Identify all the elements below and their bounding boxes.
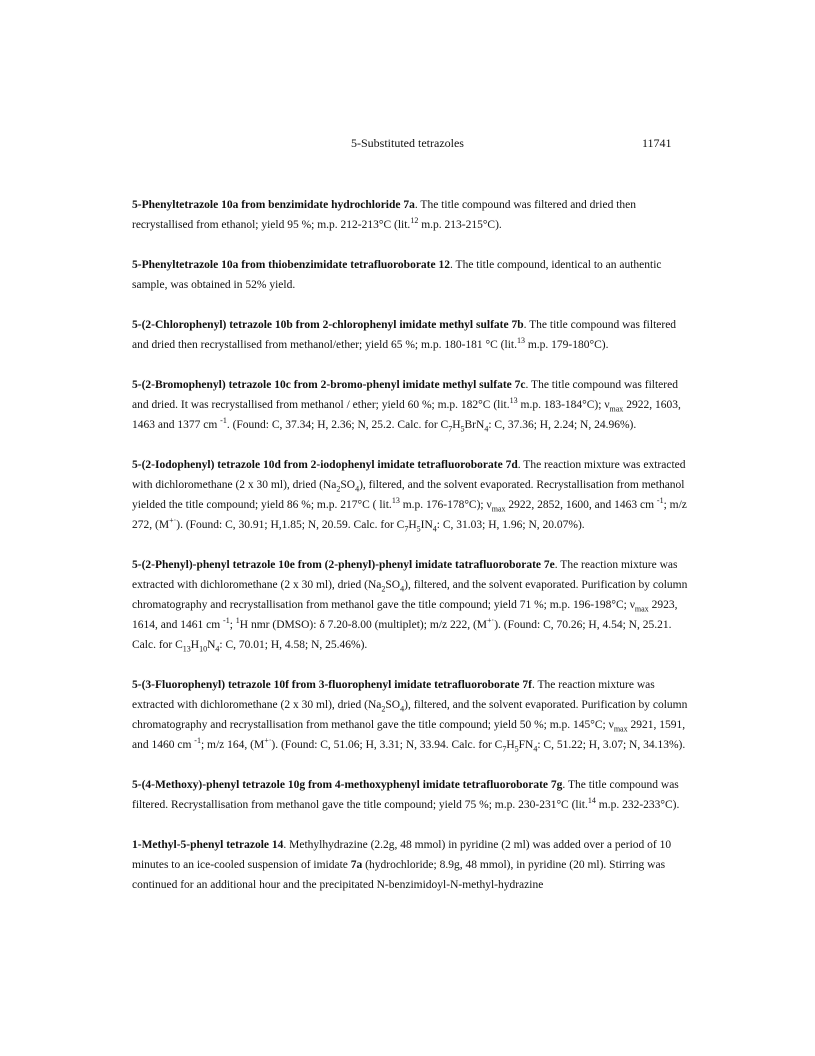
document-body (132, 183, 692, 915)
entry-heading: 5-Phenyltetrazole 10a from benzimidate hydrochloride 7a (132, 198, 415, 211)
procedure-entry-14: 1-Methyl-5-phenyl tetrazole 14. Methylhydrazine (2.2g, 48 mmol) in pyridine (2 ml) was added over a period of 10 minutes to an ice-cooled suspension of imidate 7a (hydrochloride; 8.9g, 48 mmol), in pyridine (20 ml). Stirring was continued for an additional hour and the precipitated N-benzimidoyl-N-methyl-hydrazine (132, 838, 672, 891)
entry-heading: 5-Phenyltetrazole 10a from thiobenzimidate tetrafluoroborate 12 (132, 258, 450, 271)
procedure-entry-10a-benzimidate: 5-Phenyltetrazole 10a from benzimidate hydrochloride 7a. The title compound was filtered and dried then recrystallised from ethanol; yield 95 %; m.p. 212-213°C (lit.$^{12}$ m.p. 213-215°C). (132, 198, 636, 231)
entry-heading: 5-(2-Iodophenyl) tetrazole 10d from 2-iodophenyl imidate tetrafluoroborate 7d (132, 458, 518, 471)
procedure-entry-10f: 5-(3-Fluorophenyl) tetrazole 10f from 3-fluorophenyl imidate tetrafluoroborate 7f. The reaction mixture was extracted with dichloromethane (2 x 30 ml), dried $(Na_2SO_4)$, filtered, and the solvent evaporated. Purification by column chromatography and recrystallisation from methanol gave the title compound; yield 50 %; m.p. 145°C; $\nu_{max}$ 2921, 1591, and 1460 cm $^{-1}$; m/z 164, (M+·). (Found: C, 51.06; H, 3.31; N, 33.94. Calc. for $C_7H_5FN_4$: C, 51.22; H, 3.07; N, 34.13%). (132, 678, 688, 753)
procedure-entry-10b: 5-(2-Chlorophenyl) tetrazole 10b from 2-chlorophenyl imidate methyl sulfate 7b. The title compound was filtered and dried then recrystallised from methanol/ether; yield 65 %; m.p. 180-181 °C (lit.$^{13}$ m.p. 179-180°C). (132, 318, 677, 351)
entry-heading: 5-(2-Bromophenyl) tetrazole 10c from 2-bromo-phenyl imidate methyl sulfate 7c (132, 378, 526, 391)
entry-heading: 5-(2-Chlorophenyl) tetrazole 10b from 2-chlorophenyl imidate methyl sulfate 7b (132, 318, 524, 331)
procedure-entry-10c: 5-(2-Bromophenyl) tetrazole 10c from 2-bromo-phenyl imidate methyl sulfate 7c. The title compound was filtered and dried. It was recrystallised from methanol / ether; yield 60 %; m.p. 182°C (lit.$^{13}$ m.p. 183-184°C); $\nu_{max}$ 2922, 1603, 1463 and 1377 cm $^{-1}$. (Found: C, 37.34; H, 2.36; N, 25.2. Calc. for $C_7H_5BrN_4$: C, 37.36; H, 2.24; N, 24.96%). (132, 378, 681, 433)
procedure-entry-10g: 5-(4-Methoxy)-phenyl tetrazole 10g from 4-methoxyphenyl imidate tetrafluoroborate 7g. The title compound was filtered. Recrystallisation from methanol gave the title compound; yield 75 %; m.p. 230-231°C (lit.$^{14}$ m.p. 232-233°C). (132, 778, 680, 811)
running-header-title: 5-Substituted tetrazoles (351, 136, 464, 150)
entry-heading: 5-(3-Fluorophenyl) tetrazole 10f from 3-fluorophenyl imidate tetrafluoroborate 7f (132, 678, 532, 691)
page-number: 11741 (642, 136, 672, 150)
entry-heading: 5-(2-Phenyl)-phenyl tetrazole 10e from (2-phenyl)-phenyl imidate tatrafluoroborate 7e (132, 558, 555, 571)
entry-heading: 5-(4-Methoxy)-phenyl tetrazole 10g from 4-methoxyphenyl imidate tetrafluoroborate 7g (132, 778, 563, 791)
procedure-entry-10a-thiobenzimidate: 5-Phenyltetrazole 10a from thiobenzimidate tetrafluoroborate 12. The title compound, identical to an authentic sample, was obtained in 52% yield. (132, 258, 662, 291)
entry-heading: 1-Methyl-5-phenyl tetrazole 14 (132, 838, 284, 851)
procedure-entry-10e: 5-(2-Phenyl)-phenyl tetrazole 10e from (2-phenyl)-phenyl imidate tatrafluoroborate 7e. The reaction mixture was extracted with dichloromethane (2 x 30 ml), dried $(Na_2SO_4)$, filtered, and the solvent evaporated. Purification by column chromatography and recrystallisation from methanol gave the title compound; yield 71 %; m.p. 196-198°C; $\nu_{max}$ 2923, 1614, and 1461 cm $^{-1}$; $^1$H nmr (DMSO): δ 7.20-8.00 (multiplet); m/z 222, (M+·). (Found: C, 70.26; H, 4.54; N, 25.21. Calc. for $C_{13}H_{10}N_4$: C, 70.01; H, 4.58; N, 25.46%). (132, 558, 688, 653)
procedure-entry-10d: 5-(2-Iodophenyl) tetrazole 10d from 2-iodophenyl imidate tetrafluoroborate 7d. The reaction mixture was extracted with dichloromethane (2 x 30 ml), dried $(Na_2SO_4)$, filtered, and the solvent evaporated. Recrystallisation from methanol yielded the title compound; yield 86 %; m.p. 217°C ( lit.$^{13}$ m.p. 176-178°C); $\nu_{max}$ 2922, 2852, 1600, and 1463 cm $^{-1}$; m/z 272, (M+·). (Found: C, 30.91; H,1.85; N, 20.59. Calc. for $C_7H_5IN_4$: C, 31.03; H, 1.96; N, 20.07%). (132, 458, 687, 533)
